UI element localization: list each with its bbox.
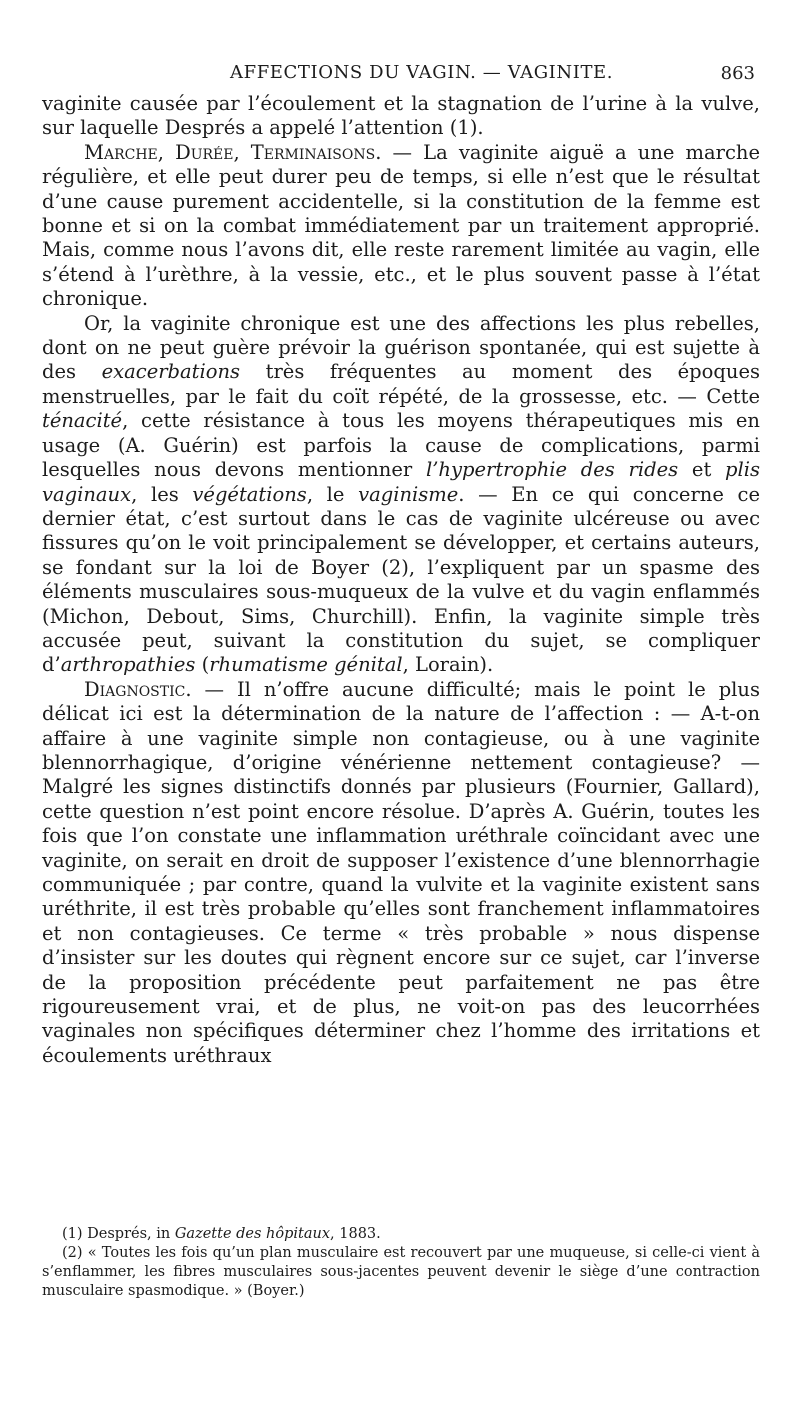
- italic-term: végétations: [192, 482, 307, 506]
- text-run: et: [678, 458, 726, 482]
- text-run: , cette résistance à tous les moyens thérapeutiques mis en usage (A. Guérin) est parfois la cause de complications, parmi lesquelles nous devons mentionner: [42, 409, 760, 482]
- paragraph-1-text: vaginite causée par l’écoulement et la stagnation de l’urine à la vulve, sur laquelle Després a appelé l’attention (1).: [42, 92, 760, 140]
- section-heading-marche: Marche, Durée, Terminaisons.: [84, 140, 382, 164]
- footnote-2-text: (2) « Toutes les fois qu’un plan musculaire est recouvert par une muqueuse, si celle-ci vient à s’enflammer, les fibres musculaires sous-jacentes peuvent devenir le siège d’une contraction musculaire spasmodique. » (Boyer.): [42, 1245, 760, 1299]
- paragraph-marche: [42, 141, 760, 312]
- paragraph-chronique: [42, 312, 760, 678]
- paragraph-diagnostic: [42, 678, 760, 1069]
- section-heading-diagnostic: Diagnostic.: [84, 677, 192, 701]
- text-run: , le: [306, 482, 359, 506]
- paragraph-1: [42, 92, 760, 141]
- italic-term: plis vaginaux: [42, 458, 760, 506]
- footnote-1: [42, 1225, 760, 1244]
- text-run: , les: [131, 482, 193, 506]
- paragraph-marche-text: — La vaginite aiguë a une marche régulière, et elle peut durer peu de temps, si elle n’est que le résultat d’une cause purement accidentelle, si la constitution de la femme est bonne et si on la combat immédiatement par un traitement approprié. Mais, comme nous l’avons dit, elle reste rarement limitée au vagin, elle s’étend à l’urèthre, à la vessie, etc., et le plus souvent passe à l’état chronique.: [42, 140, 760, 311]
- footnotes: [42, 1225, 760, 1301]
- text-run: (1) Després, in: [62, 1226, 175, 1242]
- italic-term: l’hypertrophie des rides: [425, 458, 679, 482]
- body-text: [42, 92, 760, 1068]
- italic-term: ténacité: [42, 409, 123, 433]
- running-head: AFFECTIONS DU VAGIN. — VAGINITE.: [230, 62, 614, 83]
- page-number: 863: [720, 63, 755, 84]
- italic-term: vaginisme: [358, 482, 459, 506]
- footnote-2: [42, 1244, 760, 1301]
- page-header: [0, 62, 800, 86]
- text-run: très fréquentes au moment des époques menstruelles, par le fait du coït répété, de la grossesse, etc. — Cette: [42, 360, 760, 408]
- italic-title: Gazette des hôpitaux: [174, 1226, 331, 1242]
- text-run: Or, la vaginite chronique est une des affections les plus rebelles, dont on ne peut guère prévoir la guérison spontanée, qui est sujette à des: [42, 311, 760, 384]
- paragraph-diagnostic-text: — Il n’offre aucune difficulté; mais le point le plus délicat ici est la détermination de la nature de l’affection : — A-t-on affaire à une vaginite simple non contagieuse, ou à une vaginite blennorrhagique, d’origine vénérienne nettement contagieuse? — Malgré les signes distinctifs donnés par plusieurs (Fournier, Gallard), cette question n’est point encore résolue. D’après A. Guérin, toutes les fois que l’on constate une inflammation uréthrale coïncidant avec une vaginite, on serait en droit de supposer l’existence d’une blennorrhagie communiquée ; par contre, quand la vulvite et la vaginite existent sans uréthrite, il est très probable qu’elles sont franchement inflammatoires et non contagieuses. Ce terme « très probable » nous dispense d’insister sur les doutes qui règnent encore sur ce sujet, car l’inverse de la proposition précédente peut parfaitement ne pas être rigoureusement vrai, et de plus, ne voit-on pas des leucorrhées vaginales non spécifiques déterminer chez l’homme des irritations et écoulements uréthraux: [42, 677, 760, 1067]
- text-run: , 1883.: [330, 1226, 381, 1242]
- italic-term: rhumatisme génital: [209, 653, 403, 677]
- italic-term: arthropathies: [60, 653, 196, 677]
- text-run: (: [195, 653, 210, 677]
- text-run: , Lorain).: [402, 653, 494, 677]
- italic-term: exacerbations: [101, 360, 241, 384]
- text-run: . — En ce qui concerne ce dernier état, c’est surtout dans le cas de vaginite ulcéreuse ou avec fissures qu’on le voit principalement se développer, et certains auteurs, se fondant sur la loi de Boyer (2), l’expliquent par un spasme des éléments musculaires sous-muqueux de la vulve et du vagin enflammés (Michon, Debout, Sims, Churchill). Enfin, la vaginite simple très accusée peut, suivant la constitution du sujet, se compliquer d’: [42, 482, 760, 677]
